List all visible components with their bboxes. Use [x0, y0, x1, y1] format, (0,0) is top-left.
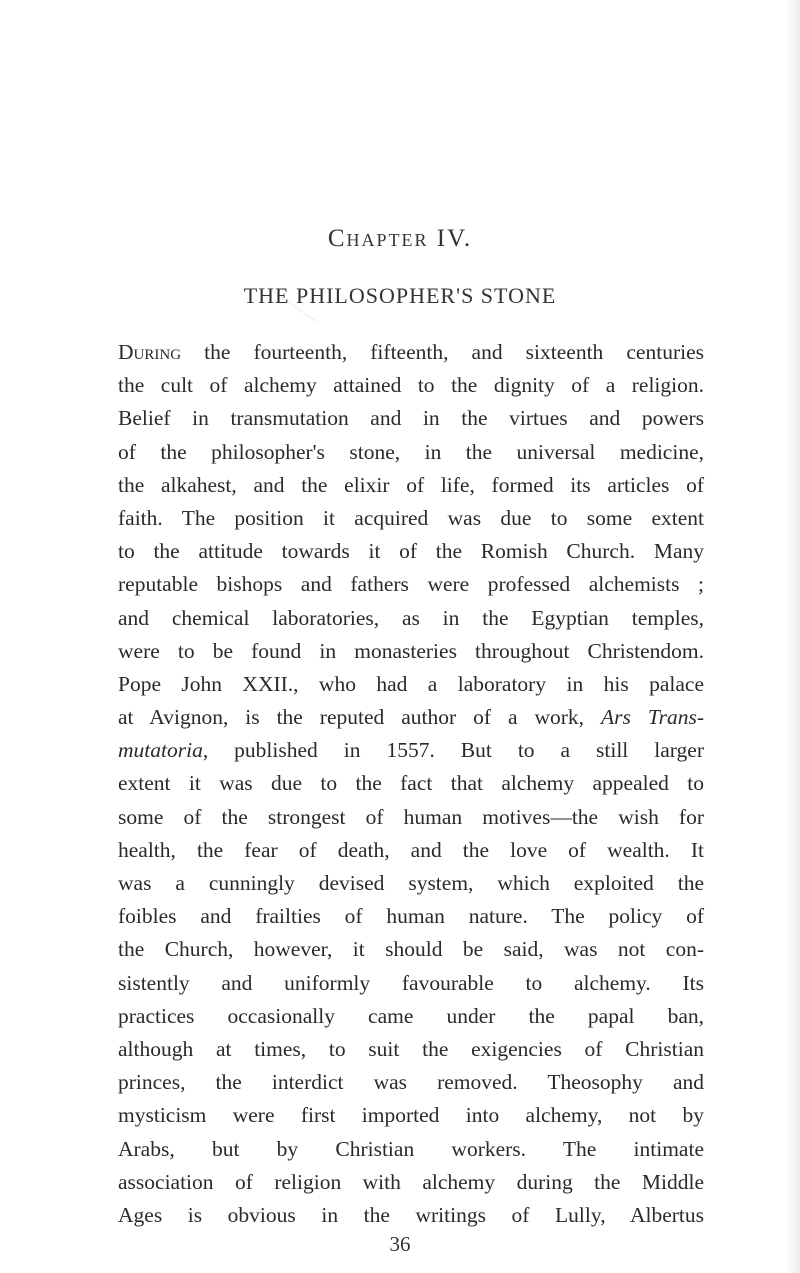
text-line-19: the Church, however, it should be said, was not con-: [118, 937, 704, 962]
text-line-11: Pope John XXII., who had a laboratory in his palace: [118, 671, 704, 696]
opening-word: During: [118, 340, 182, 364]
text-line-21: practices occasionally came under the papal ban,: [118, 1003, 704, 1028]
text-line-2: the cult of alchemy attained to the dignity of a religion.: [118, 373, 704, 398]
text-line-1: [118, 336, 704, 369]
text-line-13-plain: , published in 1557. But to a still larger: [202, 738, 704, 763]
text-line-7: to the attitude towards it of the Romish Church. Many: [118, 539, 704, 564]
text-line-12-plain: at Avignon, is the reputed author of a work,: [118, 705, 601, 730]
text-line-4: of the philosopher's stone, in the universal medicine,: [118, 439, 704, 464]
page-edge-shadow: [786, 0, 800, 1273]
text-line-3: Belief in transmutation and in the virtues and powers: [118, 406, 704, 431]
text-line-8: reputable bishops and fathers were professed alchemists ;: [118, 572, 704, 597]
page-number: 36: [389, 1232, 411, 1256]
text-line-27: Ages is obvious in the writings of Lully, Albertus: [118, 1202, 704, 1227]
text-line-16: health, the fear of death, and the love of wealth. It: [118, 837, 704, 862]
work-title-italic-cont: mutatoria: [118, 738, 203, 763]
text-line-14: extent it was due to the fact that alchemy appealed to: [118, 771, 704, 796]
chapter-heading: Chapter IV.: [327, 225, 473, 252]
text-line-25: Arabs, but by Christian workers. The intimate: [118, 1136, 704, 1161]
text-line-22: although at times, to suit the exigencies of Christian: [118, 1036, 704, 1061]
text-line-6: faith. The position it acquired was due to some extent: [118, 505, 704, 530]
text-line-26: association of religion with alchemy during the Middle: [118, 1169, 704, 1194]
text-line-18: foibles and frailties of human nature. The policy of: [118, 904, 704, 929]
text-line-1-rest: the fourteenth, fifteenth, and sixteenth centuries: [181, 340, 704, 364]
text-line-20: sistently and uniformly favourable to alchemy. Its: [118, 970, 704, 995]
text-line-12: [118, 701, 704, 734]
text-line-23: princes, the interdict was removed. Theosophy and: [118, 1070, 704, 1095]
text-line-13: [118, 734, 704, 767]
text-line-10: were to be found in monasteries throughout Christendom.: [118, 638, 704, 663]
work-title-italic: Ars Trans-: [601, 705, 704, 730]
text-line-5: the alkahest, and the elixir of life, formed its articles of: [118, 472, 704, 497]
text-line-17: was a cunningly devised system, which exploited the: [118, 871, 704, 895]
text-line-9: and chemical laboratories, as in the Egyptian temples,: [118, 605, 704, 630]
chapter-title: THE PHILOSOPHER'S STONE: [243, 283, 557, 308]
body-paragraph: [118, 336, 704, 1232]
text-line-15: some of the strongest of human motives—the wish for: [118, 804, 704, 829]
text-line-24: mysticism were first imported into alchemy, not by: [118, 1103, 704, 1128]
